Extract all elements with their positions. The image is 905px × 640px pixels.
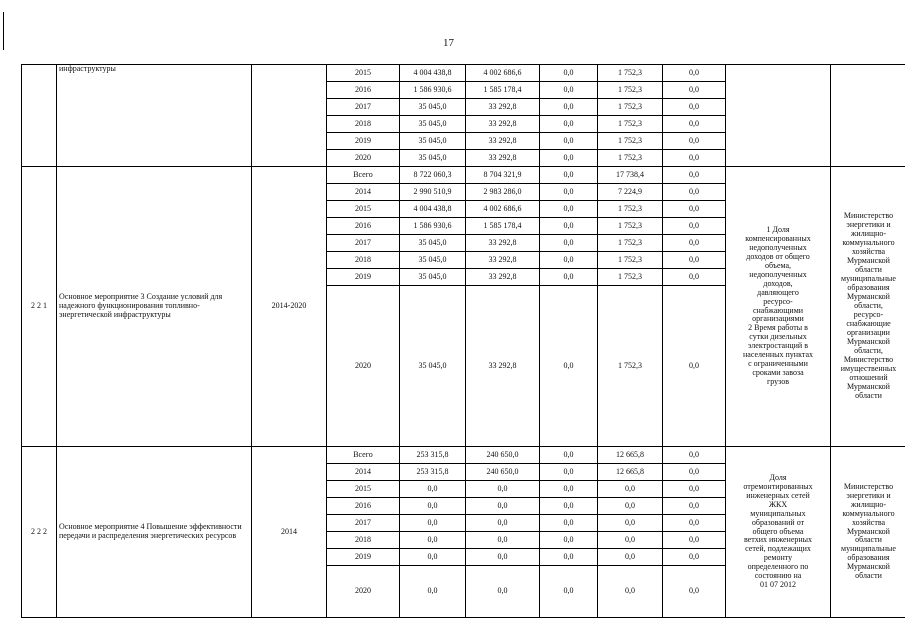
regional-budget-cell: 33 292,8 bbox=[466, 150, 540, 167]
local-budget-cell: 1 752,3 bbox=[598, 286, 663, 447]
regional-budget-cell: 4 002 686,6 bbox=[466, 201, 540, 218]
other-sources-cell: 0,0 bbox=[663, 549, 726, 566]
other-sources-cell: 0,0 bbox=[663, 566, 726, 618]
federal-budget-cell: 0,0 bbox=[540, 150, 598, 167]
other-sources-cell: 0,0 bbox=[663, 498, 726, 515]
regional-budget-cell: 0,0 bbox=[466, 549, 540, 566]
year-cell: Всего bbox=[327, 167, 400, 184]
federal-budget-cell: 0,0 bbox=[540, 532, 598, 549]
other-sources-cell: 0,0 bbox=[663, 150, 726, 167]
local-budget-cell: 1 752,3 bbox=[598, 99, 663, 116]
other-sources-cell: 0,0 bbox=[663, 99, 726, 116]
other-sources-cell: 0,0 bbox=[663, 184, 726, 201]
year-cell: 2016 bbox=[327, 218, 400, 235]
total-cell: 35 045,0 bbox=[400, 133, 466, 150]
regional-budget-cell: 2 983 286,0 bbox=[466, 184, 540, 201]
local-budget-cell: 1 752,3 bbox=[598, 218, 663, 235]
federal-budget-cell: 0,0 bbox=[540, 286, 598, 447]
other-sources-cell: 0,0 bbox=[663, 269, 726, 286]
regional-budget-cell: 33 292,8 bbox=[466, 286, 540, 447]
other-sources-cell: 0,0 bbox=[663, 218, 726, 235]
year-cell: 2015 bbox=[327, 201, 400, 218]
total-cell: 0,0 bbox=[400, 515, 466, 532]
other-sources-cell: 0,0 bbox=[663, 235, 726, 252]
responsible-cell: Министерство энергетики и жилищно- коммунального хозяйства Мурманской области муниципальные образования Мурманской области bbox=[831, 447, 905, 618]
total-cell: 35 045,0 bbox=[400, 116, 466, 133]
other-sources-cell: 0,0 bbox=[663, 133, 726, 150]
year-cell: 2019 bbox=[327, 269, 400, 286]
federal-budget-cell: 0,0 bbox=[540, 133, 598, 150]
local-budget-cell: 0,0 bbox=[598, 532, 663, 549]
local-budget-cell: 12 665,8 bbox=[598, 464, 663, 481]
other-sources-cell: 0,0 bbox=[663, 447, 726, 464]
table-row bbox=[22, 167, 905, 184]
regional-budget-cell: 0,0 bbox=[466, 566, 540, 618]
year-cell: 2016 bbox=[327, 498, 400, 515]
local-budget-cell: 7 224,9 bbox=[598, 184, 663, 201]
regional-budget-cell: 33 292,8 bbox=[466, 269, 540, 286]
regional-budget-cell: 33 292,8 bbox=[466, 133, 540, 150]
total-cell: 1 586 930,6 bbox=[400, 82, 466, 99]
regional-budget-cell: 4 002 686,6 bbox=[466, 65, 540, 82]
regional-budget-cell: 8 704 321,9 bbox=[466, 167, 540, 184]
federal-budget-cell: 0,0 bbox=[540, 235, 598, 252]
total-cell: 4 004 438,8 bbox=[400, 65, 466, 82]
other-sources-cell: 0,0 bbox=[663, 515, 726, 532]
total-cell: 0,0 bbox=[400, 498, 466, 515]
federal-budget-cell: 0,0 bbox=[540, 201, 598, 218]
year-cell: 2015 bbox=[327, 481, 400, 498]
local-budget-cell: 0,0 bbox=[598, 498, 663, 515]
federal-budget-cell: 0,0 bbox=[540, 498, 598, 515]
total-cell: 0,0 bbox=[400, 481, 466, 498]
other-sources-cell: 0,0 bbox=[663, 201, 726, 218]
federal-budget-cell: 0,0 bbox=[540, 252, 598, 269]
local-budget-cell: 1 752,3 bbox=[598, 235, 663, 252]
table-row bbox=[22, 447, 905, 464]
local-budget-cell: 0,0 bbox=[598, 515, 663, 532]
total-cell: 253 315,8 bbox=[400, 464, 466, 481]
year-cell: 2016 bbox=[327, 82, 400, 99]
local-budget-cell: 1 752,3 bbox=[598, 269, 663, 286]
year-cell: 2020 bbox=[327, 150, 400, 167]
federal-budget-cell: 0,0 bbox=[540, 515, 598, 532]
regional-budget-cell: 0,0 bbox=[466, 498, 540, 515]
year-cell: 2017 bbox=[327, 99, 400, 116]
total-cell: 35 045,0 bbox=[400, 269, 466, 286]
year-cell: 2017 bbox=[327, 515, 400, 532]
other-sources-cell: 0,0 bbox=[663, 532, 726, 549]
local-budget-cell: 12 665,8 bbox=[598, 447, 663, 464]
federal-budget-cell: 0,0 bbox=[540, 269, 598, 286]
total-cell: 35 045,0 bbox=[400, 252, 466, 269]
year-cell: 2017 bbox=[327, 235, 400, 252]
table-row bbox=[22, 65, 905, 82]
local-budget-cell: 1 752,3 bbox=[598, 82, 663, 99]
program-table bbox=[21, 64, 905, 618]
responsible-cell: Министерство энергетики и жилищно- коммунального хозяйства Мурманской области муниципальные образования Мурманской области, ресурсо- снабжающие организации Мурманской области, Министерство имущественных отношений Мурманской области bbox=[831, 167, 905, 447]
regional-budget-cell: 240 650,0 bbox=[466, 464, 540, 481]
measure-name: инфраструктуры bbox=[57, 65, 252, 167]
year-cell: Всего bbox=[327, 447, 400, 464]
federal-budget-cell: 0,0 bbox=[540, 116, 598, 133]
federal-budget-cell: 0,0 bbox=[540, 99, 598, 116]
indicator-cell: Доля отремонтированных инженерных сетей ЖКХ муниципальных образований от общего объема ветхих инженерных сетей, подлежащих ремонту определенного по состоянию на 01 07 2012 bbox=[726, 447, 831, 618]
year-cell: 2018 bbox=[327, 532, 400, 549]
other-sources-cell: 0,0 bbox=[663, 286, 726, 447]
total-cell: 2 990 510,9 bbox=[400, 184, 466, 201]
regional-budget-cell: 33 292,8 bbox=[466, 99, 540, 116]
year-cell: 2018 bbox=[327, 116, 400, 133]
page-number: 17 bbox=[443, 37, 454, 49]
responsible-cell bbox=[831, 65, 905, 167]
regional-budget-cell: 0,0 bbox=[466, 515, 540, 532]
federal-budget-cell: 0,0 bbox=[540, 447, 598, 464]
federal-budget-cell: 0,0 bbox=[540, 184, 598, 201]
total-cell: 35 045,0 bbox=[400, 150, 466, 167]
regional-budget-cell: 240 650,0 bbox=[466, 447, 540, 464]
regional-budget-cell: 33 292,8 bbox=[466, 252, 540, 269]
federal-budget-cell: 0,0 bbox=[540, 167, 598, 184]
year-cell: 2020 bbox=[327, 286, 400, 447]
federal-budget-cell: 0,0 bbox=[540, 549, 598, 566]
local-budget-cell: 0,0 bbox=[598, 549, 663, 566]
other-sources-cell: 0,0 bbox=[663, 464, 726, 481]
total-cell: 35 045,0 bbox=[400, 235, 466, 252]
other-sources-cell: 0,0 bbox=[663, 252, 726, 269]
total-cell: 35 045,0 bbox=[400, 99, 466, 116]
row-code: 2 2 2 bbox=[22, 447, 57, 618]
regional-budget-cell: 1 585 178,4 bbox=[466, 82, 540, 99]
measure-name: Основное мероприятие 4 Повышение эффективности передачи и распределения энергетических ресурсов bbox=[57, 447, 252, 618]
local-budget-cell: 17 738,4 bbox=[598, 167, 663, 184]
total-cell: 0,0 bbox=[400, 549, 466, 566]
year-cell: 2014 bbox=[327, 184, 400, 201]
regional-budget-cell: 33 292,8 bbox=[466, 116, 540, 133]
implementation-period: 2014 bbox=[252, 447, 327, 618]
implementation-period bbox=[252, 65, 327, 167]
indicator-cell bbox=[726, 65, 831, 167]
total-cell: 0,0 bbox=[400, 566, 466, 618]
regional-budget-cell: 0,0 bbox=[466, 532, 540, 549]
local-budget-cell: 0,0 bbox=[598, 566, 663, 618]
total-cell: 35 045,0 bbox=[400, 286, 466, 447]
margin-mark bbox=[3, 12, 4, 50]
regional-budget-cell: 1 585 178,4 bbox=[466, 218, 540, 235]
regional-budget-cell: 33 292,8 bbox=[466, 235, 540, 252]
local-budget-cell: 1 752,3 bbox=[598, 133, 663, 150]
federal-budget-cell: 0,0 bbox=[540, 481, 598, 498]
other-sources-cell: 0,0 bbox=[663, 116, 726, 133]
local-budget-cell: 1 752,3 bbox=[598, 201, 663, 218]
other-sources-cell: 0,0 bbox=[663, 82, 726, 99]
row-code: 2 2 1 bbox=[22, 167, 57, 447]
local-budget-cell: 1 752,3 bbox=[598, 150, 663, 167]
year-cell: 2015 bbox=[327, 65, 400, 82]
federal-budget-cell: 0,0 bbox=[540, 218, 598, 235]
local-budget-cell: 1 752,3 bbox=[598, 116, 663, 133]
implementation-period: 2014-2020 bbox=[252, 167, 327, 447]
local-budget-cell: 0,0 bbox=[598, 481, 663, 498]
year-cell: 2014 bbox=[327, 464, 400, 481]
local-budget-cell: 1 752,3 bbox=[598, 252, 663, 269]
year-cell: 2018 bbox=[327, 252, 400, 269]
total-cell: 0,0 bbox=[400, 532, 466, 549]
year-cell: 2019 bbox=[327, 133, 400, 150]
federal-budget-cell: 0,0 bbox=[540, 566, 598, 618]
regional-budget-cell: 0,0 bbox=[466, 481, 540, 498]
federal-budget-cell: 0,0 bbox=[540, 82, 598, 99]
federal-budget-cell: 0,0 bbox=[540, 65, 598, 82]
total-cell: 253 315,8 bbox=[400, 447, 466, 464]
row-code bbox=[22, 65, 57, 167]
measure-name: Основное мероприятие 3 Создание условий для надежного функционирования топливно-энергетической инфраструктуры bbox=[57, 167, 252, 447]
total-cell: 1 586 930,6 bbox=[400, 218, 466, 235]
year-cell: 2019 bbox=[327, 549, 400, 566]
total-cell: 8 722 060,3 bbox=[400, 167, 466, 184]
other-sources-cell: 0,0 bbox=[663, 65, 726, 82]
local-budget-cell: 1 752,3 bbox=[598, 65, 663, 82]
other-sources-cell: 0,0 bbox=[663, 167, 726, 184]
year-cell: 2020 bbox=[327, 566, 400, 618]
other-sources-cell: 0,0 bbox=[663, 481, 726, 498]
total-cell: 4 004 438,8 bbox=[400, 201, 466, 218]
indicator-cell: 1 Доля компенсированных недополученных доходов от общего объема, недополученных доходов, давляющего ресурсо- снабжающими организациями 2 Время работы в сутки дизельных электростанций в населенных пунктах с ограниченными сроками завоза грузов bbox=[726, 167, 831, 447]
federal-budget-cell: 0,0 bbox=[540, 464, 598, 481]
